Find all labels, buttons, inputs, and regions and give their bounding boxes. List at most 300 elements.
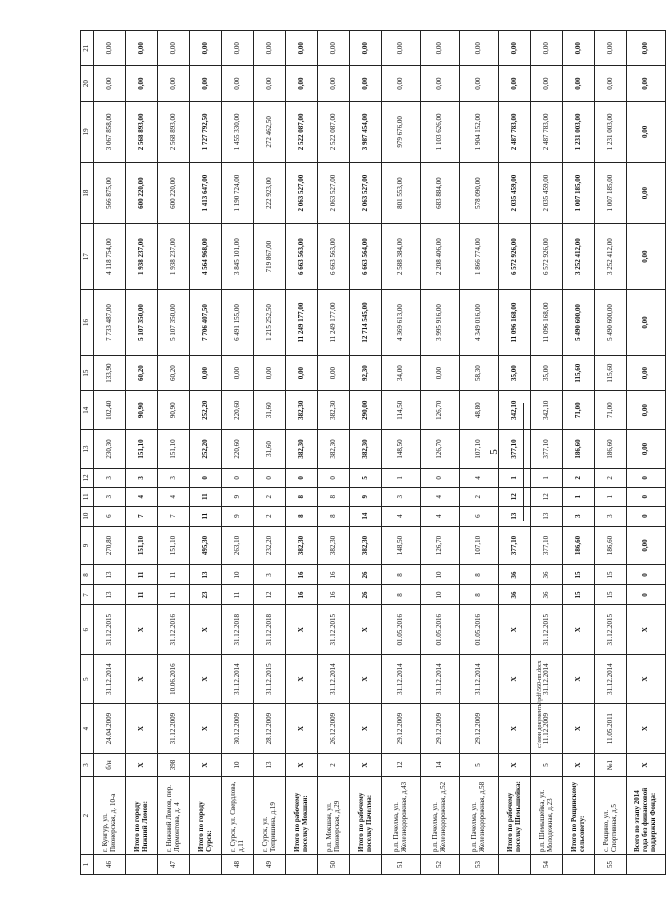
address-cell: Итого по рабочему поселку Шемышейка:	[499, 777, 531, 855]
table-cell: 0,00	[350, 66, 382, 101]
table-cell: 4 564 968,00	[190, 224, 222, 290]
table-cell: X	[286, 704, 318, 753]
table-cell: 8	[286, 506, 318, 526]
table-cell: 382,30	[286, 526, 318, 565]
table-cell: 9	[350, 487, 382, 506]
table-cell: 8	[318, 506, 350, 526]
table-cell: 3 845 101,00	[222, 224, 254, 290]
table-cell: 8	[460, 565, 499, 585]
table-cell: 3	[126, 468, 158, 487]
table-cell: 11	[158, 565, 190, 585]
table-cell: 6 663 563,00	[286, 224, 318, 290]
table-cell: 34,00	[382, 355, 421, 390]
address-cell: с. Рощино, ул. Спортивная, д.5	[595, 777, 627, 855]
table-cell: 0,00	[595, 66, 627, 101]
table-row	[318, 31, 350, 875]
column-number-10: 10	[81, 506, 94, 526]
column-number-12: 12	[81, 468, 94, 487]
table-cell: 9	[222, 506, 254, 526]
table-cell: X	[350, 654, 382, 703]
table-cell: 186,60	[563, 526, 595, 565]
table-row	[158, 31, 190, 875]
table-cell: 5	[350, 468, 382, 487]
table-cell: 16	[286, 565, 318, 585]
table-cell: 90,90	[158, 391, 190, 430]
table-cell: 382,30	[350, 526, 382, 565]
table-cell: X	[563, 654, 595, 703]
table-cell: 5 490 600,00	[563, 290, 595, 356]
table-cell: X	[190, 605, 222, 654]
address-cell: Всего по этапу 2014 года без финансовой поддержки Фонда:	[627, 777, 666, 855]
table-cell: 0	[627, 468, 666, 487]
table-cell: 0,00	[627, 430, 666, 469]
table-cell: 55	[595, 855, 627, 875]
address-cell: г. Сурск, ул. Свердлова, д.11	[222, 777, 254, 855]
table-cell: 11	[126, 565, 158, 585]
table-cell: 31.12.2014	[94, 654, 126, 703]
address-cell: Итого по Рощинскому сельсовету:	[563, 777, 595, 855]
address-cell: г. Сурск, ул. Тепришина, д.19	[254, 777, 286, 855]
table-cell: 495,30	[190, 526, 222, 565]
subtotal-row	[126, 31, 158, 875]
table-cell: X	[499, 654, 531, 703]
table-cell: 252,20	[190, 430, 222, 469]
table-cell: 29.12.2009	[460, 704, 499, 753]
table-cell: 0	[190, 468, 222, 487]
table-cell: 2 035 459,00	[531, 162, 563, 223]
table-cell: 23	[190, 585, 222, 605]
table-cell: 4	[421, 506, 460, 526]
table-cell: 26	[350, 565, 382, 585]
table-cell: 31.12.2015	[318, 605, 350, 654]
table-cell: 0,00	[563, 31, 595, 66]
table-cell: 382,30	[350, 430, 382, 469]
address-cell: г. Нижний Ломов, пер. Лермонтова, д. 4	[158, 777, 190, 855]
table-cell: 186,60	[595, 526, 627, 565]
table-cell: 31.12.2016	[158, 605, 190, 654]
table-cell: 35,00	[499, 355, 531, 390]
table-cell: 801 553,00	[382, 162, 421, 223]
table-cell: X	[563, 753, 595, 777]
table-cell: 7	[158, 506, 190, 526]
table-cell: X	[499, 753, 531, 777]
table-cell: 5	[460, 753, 499, 777]
table-cell: 11 249 177,00	[318, 290, 350, 356]
table-cell: 0,00	[222, 31, 254, 66]
table-cell: 31.12.2014	[382, 654, 421, 703]
column-number-7: 7	[81, 585, 94, 605]
column-number-6: 6	[81, 605, 94, 654]
table-cell: 6 491 155,00	[222, 290, 254, 356]
table-cell: 1 007 185,00	[563, 162, 595, 223]
table-cell: 15	[563, 585, 595, 605]
table-cell: 0,00	[222, 355, 254, 390]
table-cell: 0,00	[531, 66, 563, 101]
table-cell: 151,10	[126, 430, 158, 469]
table-cell: 0,00	[460, 31, 499, 66]
table-cell: 47	[158, 855, 190, 875]
table-cell: 3	[254, 565, 286, 585]
table-cell: 4 118 754,00	[94, 224, 126, 290]
table-cell: 4	[382, 506, 421, 526]
table-cell: 24.04.2009	[94, 704, 126, 753]
table-cell: 377,10	[499, 526, 531, 565]
table-cell: 0,00	[158, 66, 190, 101]
table-cell: 3	[94, 468, 126, 487]
table-cell: 01.05.2016	[460, 605, 499, 654]
table-cell: 263,10	[222, 526, 254, 565]
table-cell: 4	[421, 487, 460, 506]
subtotal-row	[190, 31, 222, 875]
table-cell: 232,20	[254, 526, 286, 565]
table-cell: 0,00	[190, 66, 222, 101]
table-cell: 71,00	[595, 391, 627, 430]
table-cell: 0	[286, 468, 318, 487]
table-cell: 35,00	[531, 355, 563, 390]
subtotal-row	[286, 31, 318, 875]
table-cell: 398	[158, 753, 190, 777]
table-cell: 186,60	[563, 430, 595, 469]
table-cell: 31.12.2015	[254, 654, 286, 703]
table-cell: 16	[318, 585, 350, 605]
table-cell: 0,00	[627, 391, 666, 430]
table-cell: 10	[421, 585, 460, 605]
table-cell: 31.12.2015	[94, 605, 126, 654]
table-cell: 0,00	[460, 66, 499, 101]
table-cell: 36	[531, 585, 563, 605]
address-cell: Итого по рабочему поселку Мокшан:	[286, 777, 318, 855]
table-cell: 0,00	[627, 224, 666, 290]
table-cell: X	[190, 654, 222, 703]
page-number: 5	[488, 449, 500, 455]
table-row	[421, 31, 460, 875]
table-cell: 979 676,00	[382, 101, 421, 162]
table-cell: 92,30	[350, 355, 382, 390]
table-cell: 29.12.2009	[421, 704, 460, 753]
table-cell: 0,00	[382, 31, 421, 66]
table-cell: 8	[318, 487, 350, 506]
table-cell: 12	[531, 487, 563, 506]
column-number-11: 11	[81, 487, 94, 506]
table-cell: 126,70	[421, 391, 460, 430]
table-cell: 1 007 185,00	[595, 162, 627, 223]
column-number-15: 15	[81, 355, 94, 390]
table-cell: 8	[460, 585, 499, 605]
table-cell: 2 487 783,00	[499, 101, 531, 162]
table-cell: 7 733 487,00	[94, 290, 126, 356]
table-cell: 0,00	[627, 101, 666, 162]
table-cell: X	[563, 704, 595, 753]
table-cell: 31.12.2014	[421, 654, 460, 703]
table-cell: 01.05.2016	[421, 605, 460, 654]
table-cell: 0,00	[499, 66, 531, 101]
table-cell: 600 220,00	[158, 162, 190, 223]
table-cell: 0,00	[254, 31, 286, 66]
column-number-2: 2	[81, 777, 94, 855]
table-cell: 11	[190, 487, 222, 506]
table-cell: 114,50	[382, 391, 421, 430]
table-cell: 382,30	[318, 526, 350, 565]
table-cell: 1 103 626,00	[421, 101, 460, 162]
table-cell: X	[126, 704, 158, 753]
table-cell: 0	[318, 468, 350, 487]
column-number-18: 18	[81, 162, 94, 223]
table-cell: 377,10	[531, 430, 563, 469]
table-cell: 2 588 384,00	[382, 224, 421, 290]
table-cell: 0,00	[382, 66, 421, 101]
table-cell: 31.12.2015	[531, 605, 563, 654]
table-cell: 16	[318, 565, 350, 585]
table-cell: 0,00	[318, 355, 350, 390]
table-cell: X	[499, 605, 531, 654]
table-cell: 4	[460, 468, 499, 487]
table-row	[94, 31, 126, 875]
table-cell: 220,60	[222, 391, 254, 430]
table-cell: 1 938 237,00	[126, 224, 158, 290]
table-cell: 15	[595, 565, 627, 585]
table-cell: 6 663 564,00	[350, 224, 382, 290]
table-cell: 382,30	[286, 430, 318, 469]
table-cell: 2 208 406,00	[421, 224, 460, 290]
table-cell: 148,50	[382, 526, 421, 565]
table-cell: 0,00	[126, 31, 158, 66]
table-cell: 222 923,00	[254, 162, 286, 223]
table-cell: 13	[94, 585, 126, 605]
address-cell: Итого по рабочему поселку Пачелма:	[350, 777, 382, 855]
table-cell: 26	[350, 585, 382, 605]
table-cell: 270,80	[94, 526, 126, 565]
table-cell: 107,10	[460, 430, 499, 469]
table-cell: 2	[318, 753, 350, 777]
table-cell: 6 572 926,00	[499, 224, 531, 290]
table-cell: 48	[222, 855, 254, 875]
address-cell: р.п. Мокшан, ул. Пионерская, д.29	[318, 777, 350, 855]
table-cell: 230,30	[94, 430, 126, 469]
table-cell: 0,00	[421, 355, 460, 390]
table-cell: 1	[563, 487, 595, 506]
table-cell: 11	[126, 585, 158, 605]
table-cell: 46	[94, 855, 126, 875]
table-cell: 377,10	[531, 526, 563, 565]
address-cell: г. Кунгур, ул. Пионерская, д. 10-а	[94, 777, 126, 855]
table-cell: 0,00	[627, 290, 666, 356]
table-cell: 12	[499, 487, 531, 506]
table-cell: 11.05.2011	[595, 704, 627, 753]
table-cell: 115,60	[595, 355, 627, 390]
table-cell	[563, 855, 595, 875]
table-cell: 31.12.2018	[222, 605, 254, 654]
table-cell: 11.12.2009	[531, 704, 563, 753]
column-number-13: 13	[81, 430, 94, 469]
table-cell: 9	[222, 487, 254, 506]
table-cell: 11 249 177,00	[286, 290, 318, 356]
table-cell	[286, 855, 318, 875]
table-cell: 719 867,00	[254, 224, 286, 290]
table-cell: 28.12.2009	[254, 704, 286, 753]
subtotal-row	[627, 31, 666, 875]
table-cell: X	[350, 753, 382, 777]
table-cell: 0,00	[627, 31, 666, 66]
table-cell: 342,10	[499, 391, 531, 430]
table-cell: 1 231 003,00	[563, 101, 595, 162]
table-cell: 2 522 087,00	[318, 101, 350, 162]
table-cell: 31.12.2014	[531, 654, 563, 703]
table-cell: 10	[421, 565, 460, 585]
table-cell: 0,00	[421, 66, 460, 101]
table-cell: 0,00	[627, 355, 666, 390]
table-cell: 377,10	[499, 430, 531, 469]
table-cell: X	[350, 605, 382, 654]
address-cell: р.п. Пачелма, ул. Железнодорожная, д.52	[421, 777, 460, 855]
column-number-5: 5	[81, 654, 94, 703]
table-cell: 1	[531, 468, 563, 487]
table-cell: 6 663 563,00	[318, 224, 350, 290]
table-cell: 14	[421, 753, 460, 777]
table-cell: 2	[595, 468, 627, 487]
table-cell: 01.05.2016	[382, 605, 421, 654]
table-cell: 1 455 330,00	[222, 101, 254, 162]
table-cell: 578 090,00	[460, 162, 499, 223]
table-cell: 13	[499, 506, 531, 526]
address-cell: Итого по городу Нижний Ломов:	[126, 777, 158, 855]
table-cell: 0,00	[563, 66, 595, 101]
table-cell: 58,30	[460, 355, 499, 390]
table-cell: 0,00	[222, 66, 254, 101]
table-cell: 31.12.2014	[318, 654, 350, 703]
table-cell: 30.12.2009	[222, 704, 254, 753]
column-number-8: 8	[81, 565, 94, 585]
table-cell: 151,10	[158, 526, 190, 565]
table-cell: 71,00	[563, 391, 595, 430]
table-cell: 4	[158, 487, 190, 506]
address-cell: р.п. Шемышейка, ул. Молодежная, д.23	[531, 777, 563, 855]
table-cell: 36	[499, 565, 531, 585]
table-cell: 13	[94, 565, 126, 585]
table-cell: 53	[460, 855, 499, 875]
table-cell: 2 522 087,00	[286, 101, 318, 162]
table-cell: 683 884,00	[421, 162, 460, 223]
table-cell: 0,00	[318, 31, 350, 66]
table-cell: 54	[531, 855, 563, 875]
table-cell: 186,60	[595, 430, 627, 469]
table-cell: 16	[286, 585, 318, 605]
table-cell: 382,30	[318, 391, 350, 430]
table-cell: 1 190 724,00	[222, 162, 254, 223]
table-cell: 0,00	[254, 66, 286, 101]
table-cell: 7 706 407,50	[190, 290, 222, 356]
table-cell: 1 904 152,00	[460, 101, 499, 162]
table-cell: X	[627, 605, 666, 654]
table-cell: 3 995 916,00	[421, 290, 460, 356]
table-cell: 0,00	[94, 66, 126, 101]
table-cell: 52	[421, 855, 460, 875]
table-cell: X	[190, 704, 222, 753]
table-cell: 31.12.2014	[460, 654, 499, 703]
column-number-21: 21	[81, 31, 94, 66]
table-cell: 3	[595, 506, 627, 526]
table-cell: 0,00	[190, 31, 222, 66]
table-cell: 2	[563, 468, 595, 487]
table-cell: 3	[94, 487, 126, 506]
table-cell: 0	[421, 468, 460, 487]
table-cell: 8	[286, 487, 318, 506]
table-cell: 11 096 168,00	[499, 290, 531, 356]
table-cell: 0,00	[254, 355, 286, 390]
table-cell: 133,90	[94, 355, 126, 390]
table-cell: 0,00	[350, 31, 382, 66]
table-cell: 382,30	[318, 430, 350, 469]
address-cell: р.п. Пачелма, ул. Железнодорожная, д.58	[460, 777, 499, 855]
table-cell: 60,20	[126, 355, 158, 390]
housing-program-table	[80, 30, 666, 875]
table-cell: 31.12.2015	[595, 605, 627, 654]
table-cell: 11 096 168,00	[531, 290, 563, 356]
table-cell: 0,00	[286, 31, 318, 66]
table-cell: 107,10	[460, 526, 499, 565]
table-cell: 6 572 926,00	[531, 224, 563, 290]
table-cell: 151,10	[126, 526, 158, 565]
table-cell: 3 252 412,00	[563, 224, 595, 290]
subtotal-row	[563, 31, 595, 875]
address-cell: Итого по городу Сурск:	[190, 777, 222, 855]
table-cell: 0	[627, 487, 666, 506]
table-cell: 0,00	[94, 31, 126, 66]
table-cell: 60,20	[158, 355, 190, 390]
table-cell: 0,00	[286, 355, 318, 390]
column-number-3: 3	[81, 753, 94, 777]
column-number-4: 4	[81, 704, 94, 753]
table-row	[382, 31, 421, 875]
column-number-19: 19	[81, 101, 94, 162]
table-cell: X	[286, 753, 318, 777]
table-cell: X	[126, 605, 158, 654]
table-cell: 2 063 527,00	[318, 162, 350, 223]
table-cell: X	[286, 605, 318, 654]
table-cell: 0,00	[158, 31, 190, 66]
table-cell: 0	[627, 565, 666, 585]
table-cell: 1	[382, 468, 421, 487]
table-cell: 49	[254, 855, 286, 875]
table-cell: 31.12.2009	[158, 704, 190, 753]
table-cell: 2	[254, 506, 286, 526]
table-cell: 2 035 459,00	[499, 162, 531, 223]
table-cell: 0	[222, 468, 254, 487]
table-cell	[627, 855, 666, 875]
column-number-17: 17	[81, 224, 94, 290]
table-cell: 31.12.2018	[254, 605, 286, 654]
table-cell: б/н	[94, 753, 126, 777]
table-cell: 2	[254, 487, 286, 506]
table-cell: 0,00	[627, 526, 666, 565]
table-cell: 0,00	[126, 66, 158, 101]
table-cell: 4 349 016,00	[460, 290, 499, 356]
table-cell: 1 413 647,00	[190, 162, 222, 223]
table-cell: 0	[627, 585, 666, 605]
table-cell: 566 875,00	[94, 162, 126, 223]
table-cell: 252,20	[190, 391, 222, 430]
column-number-14: 14	[81, 391, 94, 430]
table-cell: 12	[382, 753, 421, 777]
table-cell: 6	[94, 506, 126, 526]
table-cell: 31,60	[254, 430, 286, 469]
table-cell: №1	[595, 753, 627, 777]
table-cell: 12	[254, 585, 286, 605]
table-cell: X	[126, 753, 158, 777]
table-cell: 31.12.2014	[222, 654, 254, 703]
subtotal-row	[350, 31, 382, 875]
footer-file-path: c:\мои документы\pdf\560-пп.docx	[537, 660, 543, 748]
table-cell: 12 714 545,00	[350, 290, 382, 356]
